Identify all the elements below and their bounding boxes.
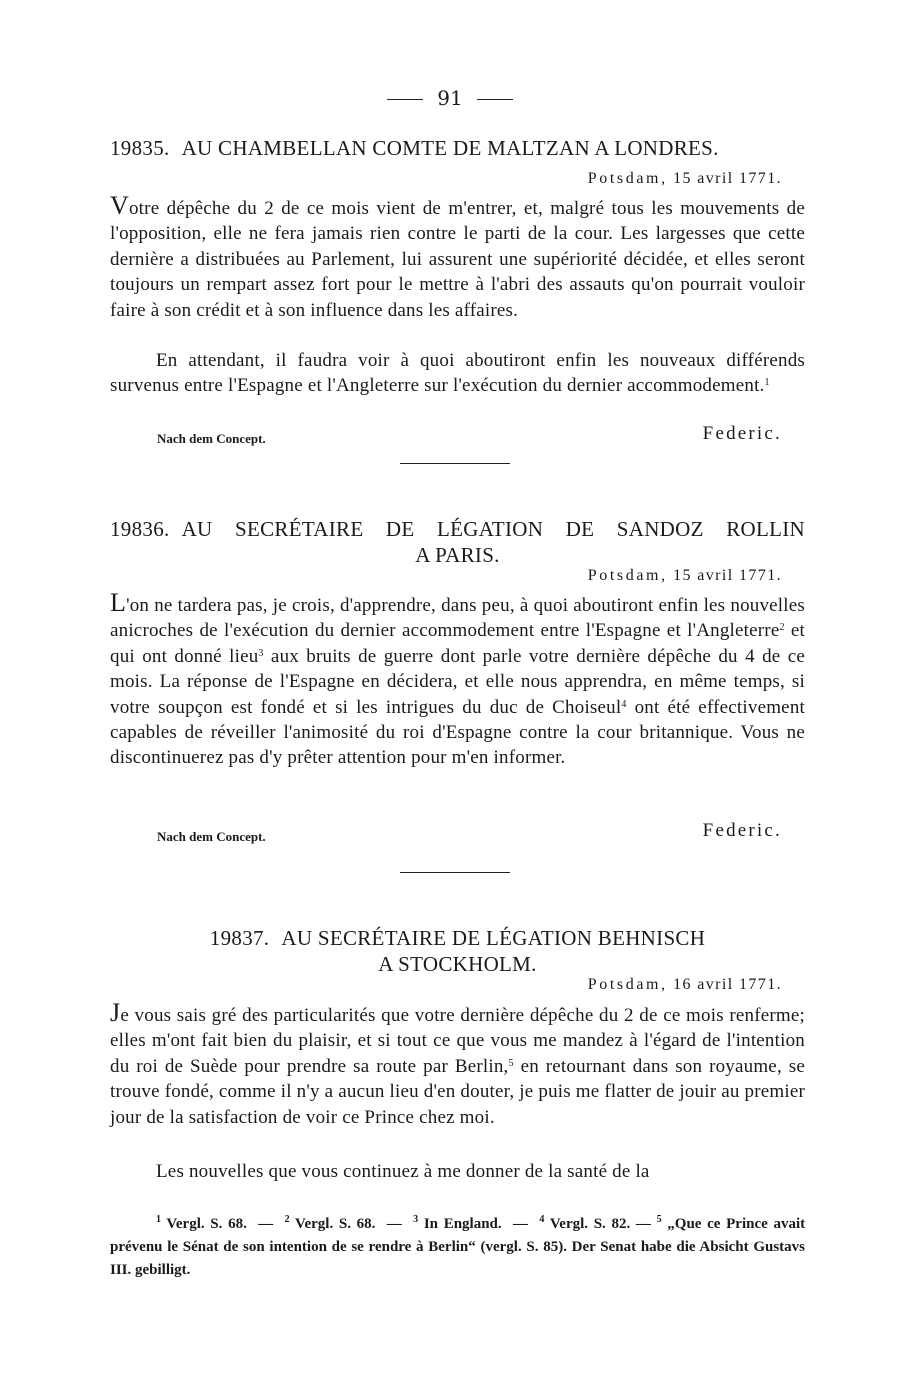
footnote-1 (156, 1216, 247, 1232)
letter-19835-paragraph-2 (110, 348, 805, 399)
footnote-text: Vergl. S. 68. (166, 1216, 247, 1232)
drop-initial: V (110, 191, 129, 220)
footnote-text: „Que ce Prince avait prévenu le Sénat de son intention de se rendre à Berlin“ (vergl. S. 85). Der Senat habe die Absicht Gustavs III. gebilligt. (110, 1216, 806, 1278)
page-number-text: 91 (437, 86, 463, 110)
footnote-number: 2 (284, 1214, 290, 1225)
letter-19836-signature: Federic. (702, 820, 782, 841)
footnote-ref: 1 (764, 377, 770, 389)
dateline-date: 15 avril 1771. (673, 567, 782, 584)
dateline-place: Potsdam, (587, 567, 668, 584)
section-divider (400, 872, 510, 873)
paragraph-text: et qui ont donné lieu (110, 620, 805, 667)
footnote-ref: 2 (779, 622, 785, 634)
letter-number: 19837. (209, 926, 270, 950)
dateline-place: Potsdam, (587, 976, 668, 993)
page-number-dash-right (477, 99, 513, 100)
footnotes (110, 1213, 805, 1282)
letter-19835-title (110, 135, 805, 161)
footnote-number: 1 (156, 1214, 161, 1225)
letter-19835-signature: Federic. (702, 423, 782, 444)
letter-19836-dateline (588, 567, 782, 585)
letter-number: 19836. (110, 517, 170, 541)
letter-number: 19835. (110, 136, 170, 160)
dateline-date: 16 avril 1771. (673, 976, 782, 993)
footnote-ref: 4 (621, 698, 627, 710)
drop-initial: L (110, 588, 127, 617)
footnote-separator: — (386, 1216, 402, 1232)
page-number-dash-left (387, 99, 423, 100)
letter-19836-paragraph-1 (110, 588, 805, 771)
dateline-place: Potsdam, (587, 170, 668, 187)
letter-heading-line-2: A STOCKHOLM. (378, 952, 537, 976)
page-number (0, 86, 900, 110)
paragraph-text: en retournant dans son royaume, se trouve fondé, comme il n'y a aucun lieu d'en douter, je puis me flatter de jouir au premier jour de la satisfaction de voir ce Prince chez moi. (110, 1055, 805, 1128)
paragraph-text: aux bruits de guerre dont parle votre dernière dépêche du 4 de ce mois. La réponse de l'Espagne en décidera, et elle nous apprendra, en même temps, si votre soupçon est fondé et si les intrigues du duc de Choiseul (110, 645, 805, 718)
letter-19835-dateline (588, 170, 782, 188)
footnote-separator: — (635, 1216, 651, 1232)
footnote-number: 3 (413, 1214, 419, 1225)
footnote-ref: 5 (508, 1057, 514, 1069)
letter-19835-paragraph-1 (110, 191, 805, 323)
drop-initial: J (110, 998, 121, 1027)
footnote-separator: — (513, 1216, 529, 1232)
letter-heading: AU CHAMBELLAN COMTE DE MALTZAN A LONDRES. (181, 136, 719, 160)
letter-19837-paragraph-1 (110, 998, 805, 1130)
footnote-separator: — (258, 1216, 274, 1232)
paragraph-text: En attendant, il faudra voir à quoi aboutiront enfin les nouveaux différends survenus entre l'Espagne et l'Angleterre sur l'exécution du dernier accommodement. (110, 350, 805, 397)
letter-heading: AU SECRÉTAIRE DE LÉGATION DE SANDOZ ROLLIN (181, 517, 805, 541)
footnote-ref: 3 (258, 647, 264, 659)
footnote-number: 5 (656, 1214, 662, 1225)
letter-19836-title (110, 516, 805, 568)
letter-19837-paragraph-2 (110, 1159, 805, 1184)
letter-heading-line-2: A PARIS. (415, 543, 500, 567)
footnote-text: Vergl. S. 68. (295, 1216, 376, 1232)
paragraph-text: otre dépêche du 2 de ce mois vient de m'entrer, et, malgré tous les mouvements de l'opposition, elle ne fera jamais rien contre le parti de la cour. Les largesses que cette dernière a distribuées au Parlement, lui assurent une supériorité décidée, et elles seront toujours un rempart assez fort pour le mettre à l'abri des assauts qu'on pourrait vouloir faire à son crédit et à son influence dans les affaires. (110, 198, 805, 321)
footnote-number: 4 (539, 1214, 545, 1225)
paragraph-text: ont été effectivement capables de réveiller l'animosité du roi d'Espagne contre la cour britannique. Vous ne discontinuerez pas d'y prêter attention pour m'en informer. (110, 696, 805, 769)
footnote-3 (413, 1216, 502, 1232)
footnote-text: Vergl. S. 82. (549, 1216, 631, 1232)
footnote-4 (539, 1216, 630, 1232)
letter-19836-source: Nach dem Concept. (157, 829, 266, 844)
letter-19837-dateline (588, 976, 782, 994)
letter-19837-title (110, 925, 805, 977)
footnote-2 (285, 1216, 376, 1232)
letter-heading: AU SECRÉTAIRE DE LÉGATION BEHNISCH (281, 926, 706, 950)
section-divider (400, 463, 510, 464)
footnote-text: In England. (423, 1216, 502, 1232)
letter-19835-source: Nach dem Concept. (157, 431, 266, 446)
paragraph-text: Les nouvelles que vous continuez à me donner de la santé de la (156, 1161, 650, 1182)
letter-heading-line-1 (110, 516, 805, 542)
dateline-date: 15 avril 1771. (673, 170, 782, 187)
letter-heading-line-1 (110, 925, 805, 951)
paragraph-text: e vous sais gré des particularités que votre dernière dépêche du 2 de ce mois renferme; elles m'ont fait bien du plaisir, et si tout ce que vous me mandez à l'égard de l'intention du roi de Suède pour prendre sa route par Berlin, (110, 1005, 805, 1077)
paragraph-text: 'on ne tardera pas, je crois, d'apprendre, dans peu, à quoi aboutiront enfin les nouvelles anicroches de l'exécution du dernier accommodement entre l'Espagne et l'Angleterre (110, 595, 805, 642)
